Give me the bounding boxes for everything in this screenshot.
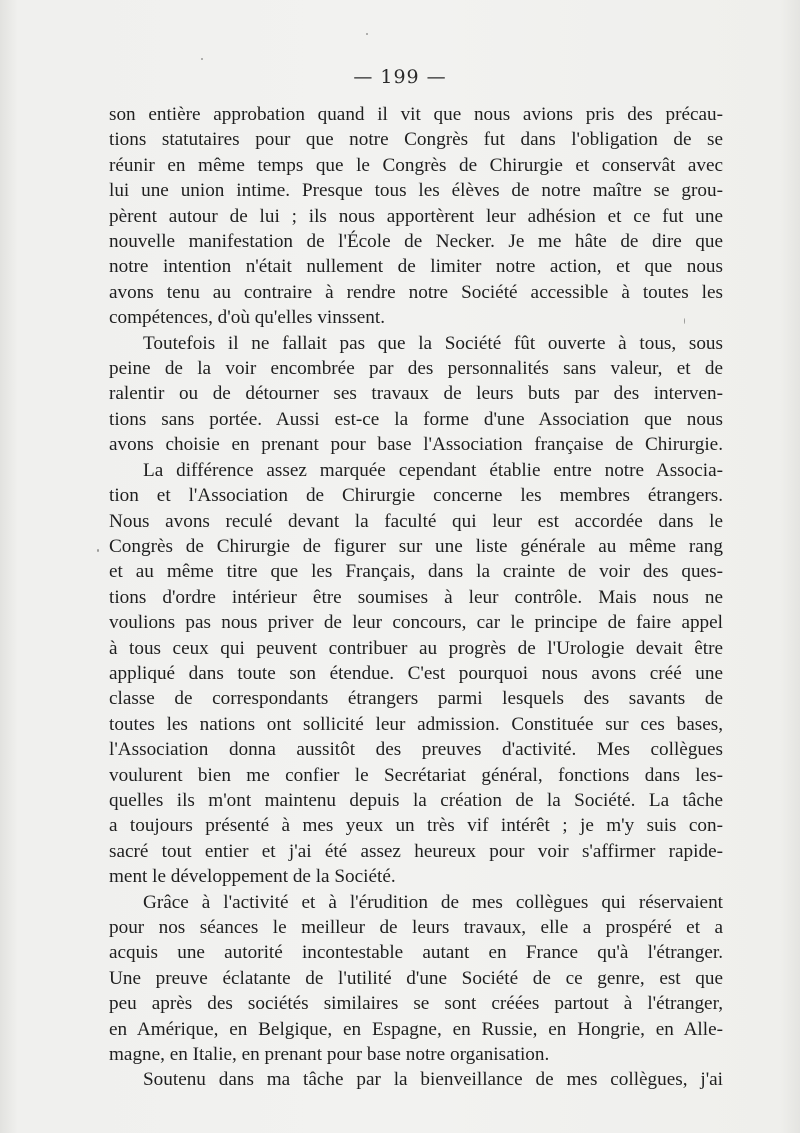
- text-line: Nous avons reculé devant la faculté qui leur est accordée dans le: [109, 510, 723, 532]
- scan-speck: [97, 549, 99, 552]
- text-line: a toujours présenté à mes yeux un très vif intérêt ; je m'y suis con-: [109, 815, 723, 837]
- text-line: peu après des sociétés similaires se sont créées partout à l'étranger,: [109, 993, 723, 1015]
- scan-speck: [366, 33, 368, 35]
- text-line: quelles ils m'ont maintenu depuis la création de la Société. La tâche: [109, 789, 723, 811]
- text-line: voulurent bien me confier le Secrétariat général, fonctions dans les-: [109, 764, 723, 786]
- body-text: [109, 102, 723, 1093]
- scan-speck: [201, 58, 203, 60]
- text-line: acquis une autorité incontestable autant en France qu'à l'étranger.: [109, 942, 723, 964]
- text-line: l'Association donna aussitôt des preuves d'activité. Mes collègues: [109, 739, 723, 761]
- text-line: Congrès de Chirurgie de figurer sur une liste générale au même rang: [109, 535, 723, 557]
- text-line: à tous ceux qui peuvent contribuer au progrès de l'Urologie devait être: [109, 637, 723, 659]
- text-line: Soutenu dans ma tâche par la bienveillance de mes collègues, j'ai: [143, 1069, 723, 1091]
- text-line: avons tenu au contraire à rendre notre Société accessible à toutes les: [109, 281, 723, 303]
- page-number: — 199 —: [353, 66, 447, 88]
- text-line: voulions pas nous priver de leur concours, car le principe de faire appel: [109, 612, 723, 634]
- text-line: pèrent autour de lui ; ils nous apportèrent leur adhésion et ce fut une: [109, 205, 723, 227]
- text-line: lui une union intime. Presque tous les élèves de notre maître se grou-: [109, 180, 723, 202]
- text-line: peine de la voir encombrée par des personnalités sans valeur, et de: [109, 358, 723, 380]
- text-line: magne, en Italie, en prenant pour base notre organisation.: [109, 1044, 550, 1066]
- text-line: et au même titre que les Français, dans la crainte de voir des ques-: [109, 561, 723, 583]
- scan-speck: [684, 318, 685, 324]
- text-line: notre intention n'était nullement de limiter notre action, et que nous: [109, 256, 723, 278]
- text-line: Grâce à l'activité et à l'érudition de mes collègues qui réservaient: [143, 891, 723, 913]
- text-line: avons choisie en prenant pour base l'Association française de Chirurgie.: [109, 434, 723, 456]
- text-line: La différence assez marquée cependant établie entre notre Associa-: [143, 459, 723, 481]
- text-line: appliqué dans toute son étendue. C'est pourquoi nous avons créé une: [109, 662, 723, 684]
- text-line: réunir en même temps que le Congrès de Chirurgie et conservât avec: [109, 154, 723, 176]
- text-line: tions statutaires pour que notre Congrès fut dans l'obligation de se: [109, 129, 723, 151]
- text-line: ralentir ou de détourner ses travaux de leurs buts par des interven-: [109, 383, 723, 405]
- text-line: tions d'ordre intérieur être soumises à leur contrôle. Mais nous ne: [109, 586, 723, 608]
- text-line: sacré tout entier et j'ai été assez heureux pour voir s'affirmer rapide-: [109, 840, 723, 862]
- text-line: Une preuve éclatante de l'utilité d'une Société de ce genre, est que: [109, 967, 723, 989]
- text-line: ment le développement de la Société.: [109, 866, 396, 888]
- text-line: tion et l'Association de Chirurgie concerne les membres étrangers.: [109, 485, 723, 507]
- text-line: nouvelle manifestation de l'École de Necker. Je me hâte de dire que: [109, 231, 723, 253]
- text-line: classe de correspondants étrangers parmi lesquels des savants de: [109, 688, 723, 710]
- text-line: compétences, d'où qu'elles vinssent.: [109, 307, 386, 329]
- text-line: toutes les nations ont sollicité leur admission. Constituée sur ces bases,: [109, 713, 723, 735]
- text-line: tions sans portée. Aussi est-ce la forme d'une Association que nous: [109, 408, 723, 430]
- text-line: en Amérique, en Belgique, en Espagne, en Russie, en Hongrie, en Alle-: [109, 1018, 723, 1040]
- text-line: pour nos séances le meilleur de leurs travaux, elle a prospéré et a: [109, 917, 723, 938]
- text-line: Toutefois il ne fallait pas que la Société fût ouverte à tous, sous: [143, 332, 723, 354]
- text-line: son entière approbation quand il vit que nous avions pris des précau-: [109, 104, 723, 125]
